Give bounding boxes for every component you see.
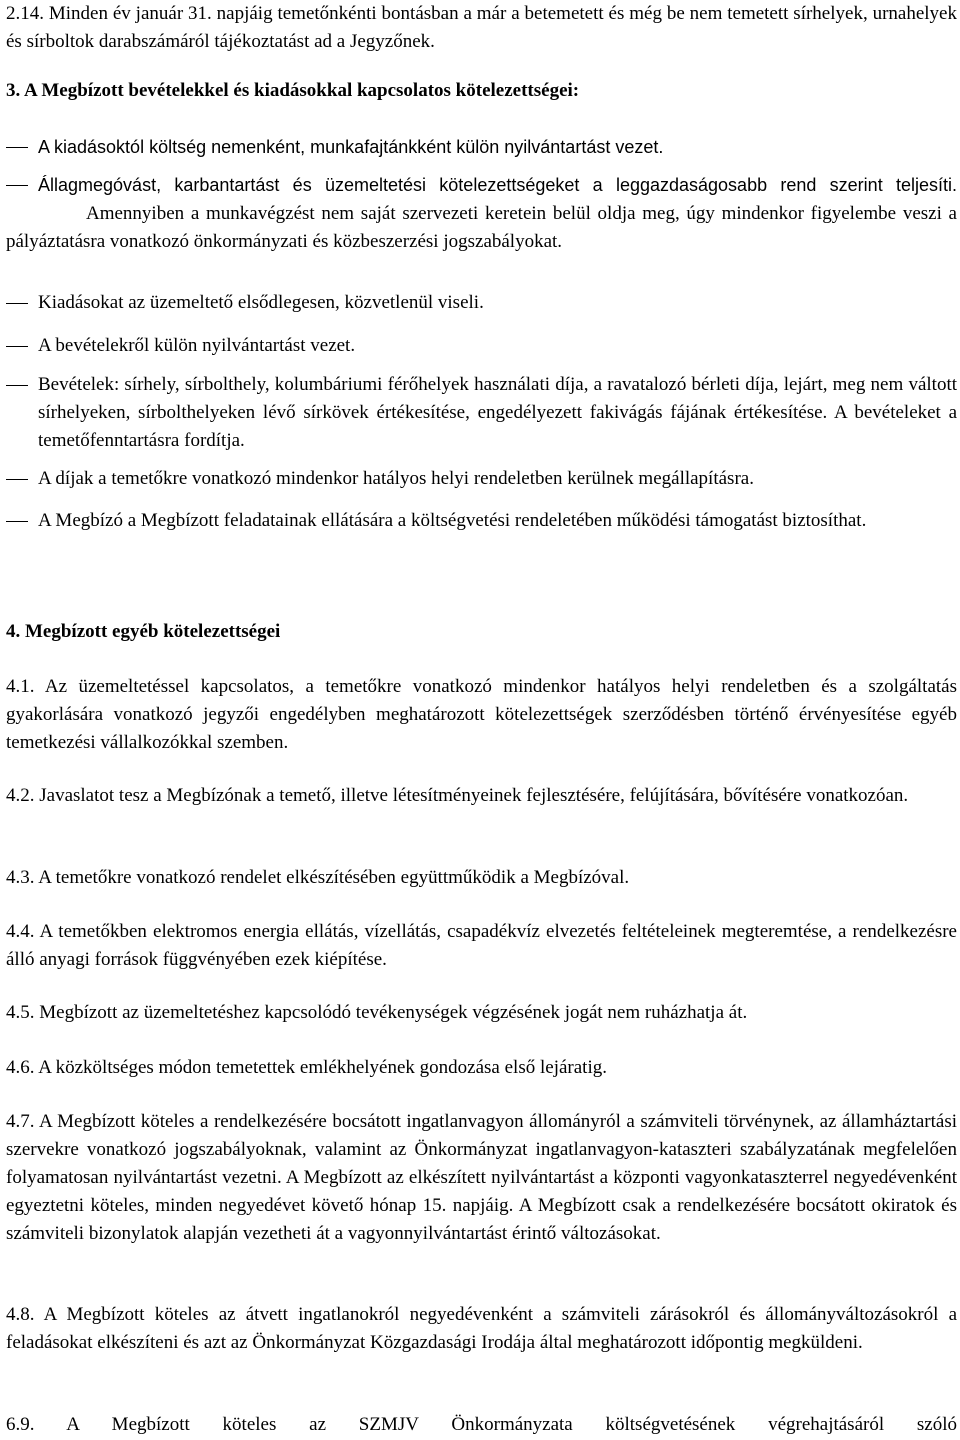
list-item-text: Kiadásokat az üzemeltető elsődlegesen, közvetlenül viseli. bbox=[38, 292, 484, 313]
paragraph-6-9: 6.9. A Megbízott köteles az SZMJV Önkormányzata költségvetésének végrehajtásáról szóló bbox=[6, 1414, 957, 1435]
dash-bullet bbox=[6, 385, 28, 386]
list-item bbox=[6, 289, 957, 317]
list-item-text: Állagmegóvást, karbantartást és üzemeltetési kötelezettségeket a leggazdaságosabb rend szerint teljesíti. bbox=[38, 175, 957, 195]
list-item bbox=[6, 133, 957, 161]
paragraph-4-4: 4.4. A temetőkben elektromos energia ellátás, vízellátás, csapadékvíz elvezetés feltételeinek megteremtése, a rendelkezésre álló anyagi források függvényében ezek kiépítése. bbox=[6, 921, 957, 970]
section-3-heading: 3. A Megbízott bevételekkel és kiadásokkal kapcsolatos kötelezettségei: bbox=[6, 80, 580, 101]
list-item-continuation: Amennyiben a munkavégzést nem saját szervezeti keretein belül oldja meg, úgy mindenkor figyelembe veszi a pályáztatásra vonatkozó önkormányzati és közbeszerzési jogszabályokat. bbox=[6, 203, 957, 252]
paragraph-4-8: 4.8. A Megbízott köteles az átvett ingatlanokról negyedévenként a számviteli zárásokról és állományváltozásokról a feladásokat elkészíteni és azt az Önkormányzat Közgazdasági Irodája által meghatározott időpontig megküldeni. bbox=[6, 1304, 957, 1353]
list-item-text: A bevételekről külön nyilvántartást vezet. bbox=[38, 335, 356, 356]
dash-bullet bbox=[6, 346, 28, 347]
list-item bbox=[6, 332, 957, 360]
dash-bullet bbox=[6, 147, 28, 148]
list-item-text: A díjak a temetőkre vonatkozó mindenkor hatályos helyi rendeletben kerülnek megállapításra. bbox=[38, 468, 754, 489]
paragraph-4-2: 4.2. Javaslatot tesz a Megbízónak a temető, illetve létesítményeinek fejlesztésére, felújítására, bővítésére vonatkozóan. bbox=[6, 785, 909, 806]
list-item-text: A kiadásoktól költség nemenként, munkafajtánkként külön nyilvántartást vezet. bbox=[38, 137, 664, 157]
list-item bbox=[6, 465, 957, 493]
paragraph-4-3: 4.3. A temetőkre vonatkozó rendelet elkészítésében együttműködik a Megbízóval. bbox=[6, 867, 630, 888]
list-item bbox=[6, 371, 957, 455]
paragraph-2-14: 2.14. Minden év január 31. napjáig temetőnkénti bontásban a már a betemetett és még be nem temetett sírhelyek, urnahelyek és sírboltok darabszámáról tájékoztatást ad a Jegyzőnek. bbox=[6, 3, 957, 52]
list-item bbox=[6, 171, 957, 199]
list-item-text: Bevételek: sírhely, sírbolthely, kolumbáriumi férőhelyek használati díja, a ravatalozó bérleti díja, lejárt, meg nem váltott sírhelyeken, sírbolthelyeken lévő sírkövek értékesítése, engedélyezett fakivágás fájának értékesítése. A bevételeket a temetőfenntartásra fordítja. bbox=[38, 374, 957, 451]
paragraph-4-7: 4.7. A Megbízott köteles a rendelkezésére bocsátott ingatlanvagyon állományról a számviteli törvénynek, az államháztartási szervekre vonatkozó jogszabályoknak, valamint az Önkormányzat ingatlanvagyon-kataszteri szabályzatának megfelelően folyamatosan nyilvántartást vezetni. A Megbízott az elkészített nyilvántartást a központi vagyonkataszterrel negyedévenként egyeztetni köteles, minden negyedévet követő hónap 15. napjáig. A Megbízott csak a rendelkezésére bocsátott okiratok és számviteli bizonylatok alapján vezetheti át a vagyonnyilvántartást érintő változásokat. bbox=[6, 1111, 957, 1244]
paragraph-4-5: 4.5. Megbízott az üzemeltetéshez kapcsolódó tevékenységek végzésének jogát nem ruházhatja át. bbox=[6, 1002, 748, 1023]
dash-bullet bbox=[6, 303, 28, 304]
paragraph-4-1: 4.1. Az üzemeltetéssel kapcsolatos, a temetőkre vonatkozó mindenkor hatályos helyi rendeletben és a szolgáltatás gyakorlására vonatkozó jegyzői engedélyben meghatározott kötelezettségek szerződésben történő érvényesítése egyéb temetkezési vállalkozókkal szemben. bbox=[6, 676, 957, 753]
paragraph-4-6: 4.6. A közköltséges módon temetettek emlékhelyének gondozása első lejáratig. bbox=[6, 1057, 607, 1078]
dash-bullet bbox=[6, 521, 28, 522]
dash-bullet bbox=[6, 185, 28, 186]
list-item-text: A Megbízó a Megbízott feladatainak ellátására a költségvetési rendeletében működési támogatást biztosíthat. bbox=[38, 510, 867, 531]
section-4-heading: 4. Megbízott egyéb kötelezettségei bbox=[6, 621, 281, 642]
list-item bbox=[6, 507, 957, 535]
dash-bullet bbox=[6, 479, 28, 480]
